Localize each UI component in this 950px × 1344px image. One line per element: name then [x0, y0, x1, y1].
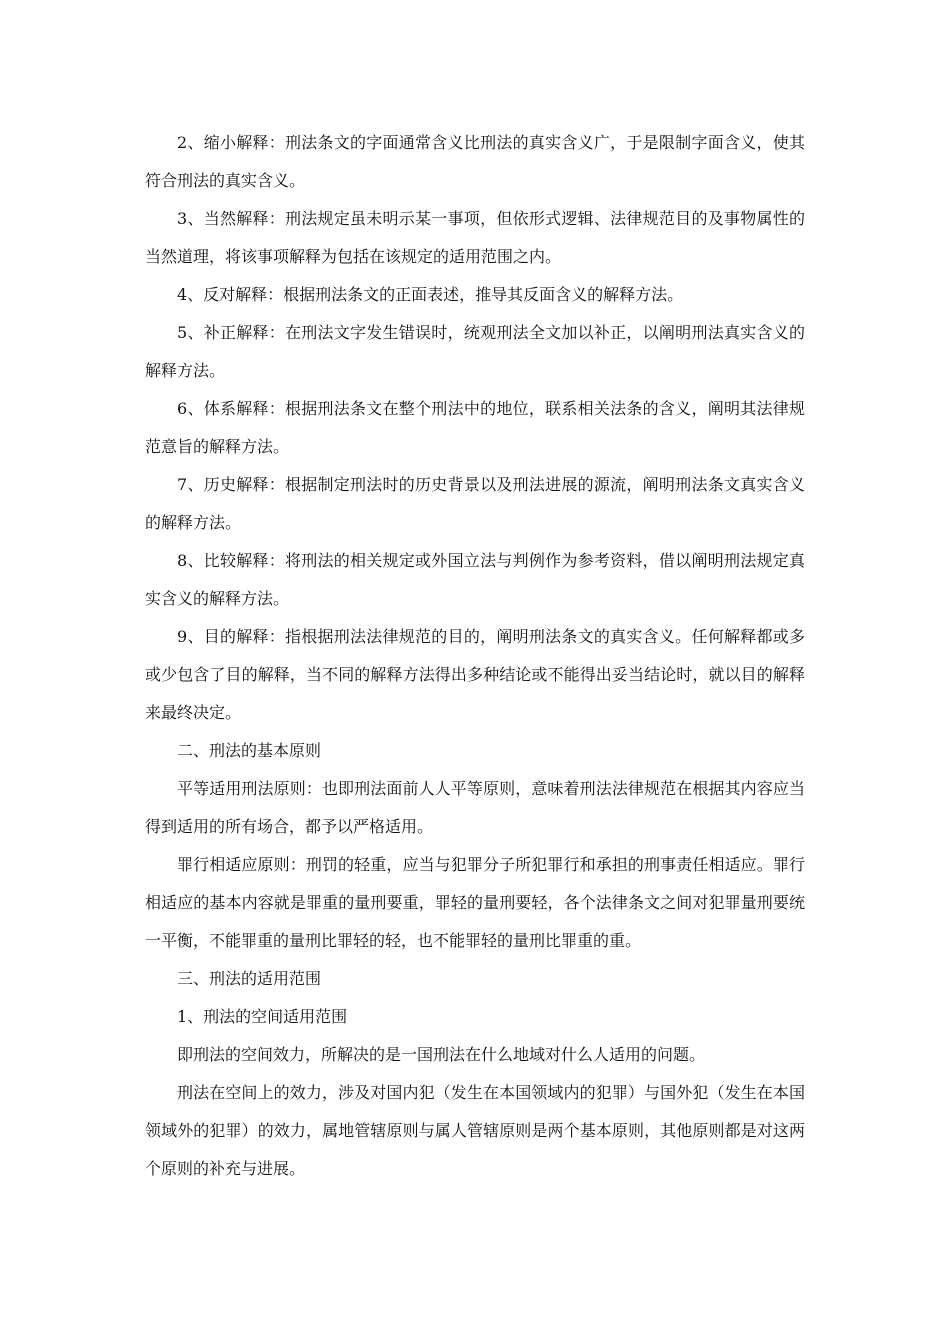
paragraph-corrective-interpretation: 5、补正解释：在刑法文字发生错误时，统观刑法全文加以补正，以阐明刑法真实含义的解释方法。	[145, 323, 805, 380]
subsection-heading-spatial-scope: 1、刑法的空间适用范围	[177, 1007, 348, 1026]
paragraph-spatial-effect: 即刑法的空间效力，所解决的是一国刑法在什么地域对什么人适用的问题。	[177, 1045, 706, 1064]
section-heading-scope-of-application: 三、刑法的适用范围	[177, 969, 322, 988]
paragraph-opposite-interpretation: 4、反对解释：根据刑法条文的正面表述，推导其反面含义的解释方法。	[177, 285, 684, 304]
paragraph-purposive-interpretation: 9、目的解释：指根据刑法法律规范的目的，阐明刑法条文的真实含义。任何解释都或多或少包含了目的解释，当不同的解释方法得出多种结论或不能得出妥当结论时，就以目的解释来最终决定。	[145, 627, 805, 722]
document-body	[145, 124, 805, 1188]
paragraph-historical-interpretation: 7、历史解释：根据制定刑法时的历史背景以及刑法进展的源流，阐明刑法条文真实含义的解释方法。	[145, 475, 805, 532]
paragraph-proportionality-principle: 罪行相适应原则：刑罚的轻重，应当与犯罪分子所犯罪行和承担的刑事责任相适应。罪行相适应的基本内容就是罪重的量刑要重，罪轻的量刑要轻，各个法律条文之间对犯罪量刑要统一平衡，不能罪重的量刑比罪轻的轻，也不能罪轻的量刑比罪重的重。	[145, 855, 805, 950]
paragraph-comparative-interpretation: 8、比较解释：将刑法的相关规定或外国立法与判例作为参考资料，借以阐明刑法规定真实含义的解释方法。	[145, 551, 805, 608]
paragraph-equality-principle: 平等适用刑法原则：也即刑法面前人人平等原则，意味着刑法法律规范在根据其内容应当得到适用的所有场合，都予以严格适用。	[145, 779, 805, 836]
section-heading-basic-principles: 二、刑法的基本原则	[177, 741, 322, 760]
paragraph-systematic-interpretation: 6、体系解释：根据刑法条文在整个刑法中的地位，联系相关法条的含义，阐明其法律规范意旨的解释方法。	[145, 399, 805, 456]
paragraph-narrowing-interpretation: 2、缩小解释：刑法条文的字面通常含义比刑法的真实含义广，于是限制字面含义，使其符合刑法的真实含义。	[145, 133, 805, 190]
paragraph-spatial-effect-detail: 刑法在空间上的效力，涉及对国内犯（发生在本国领域内的犯罪）与国外犯（发生在本国领域外的犯罪）的效力，属地管辖原则与属人管辖原则是两个基本原则，其他原则都是对这两个原则的补充与进展。	[145, 1083, 805, 1178]
paragraph-natural-interpretation: 3、当然解释：刑法规定虽未明示某一事项，但依形式逻辑、法律规范目的及事物属性的当然道理，将该事项解释为包括在该规定的适用范围之内。	[145, 209, 805, 266]
